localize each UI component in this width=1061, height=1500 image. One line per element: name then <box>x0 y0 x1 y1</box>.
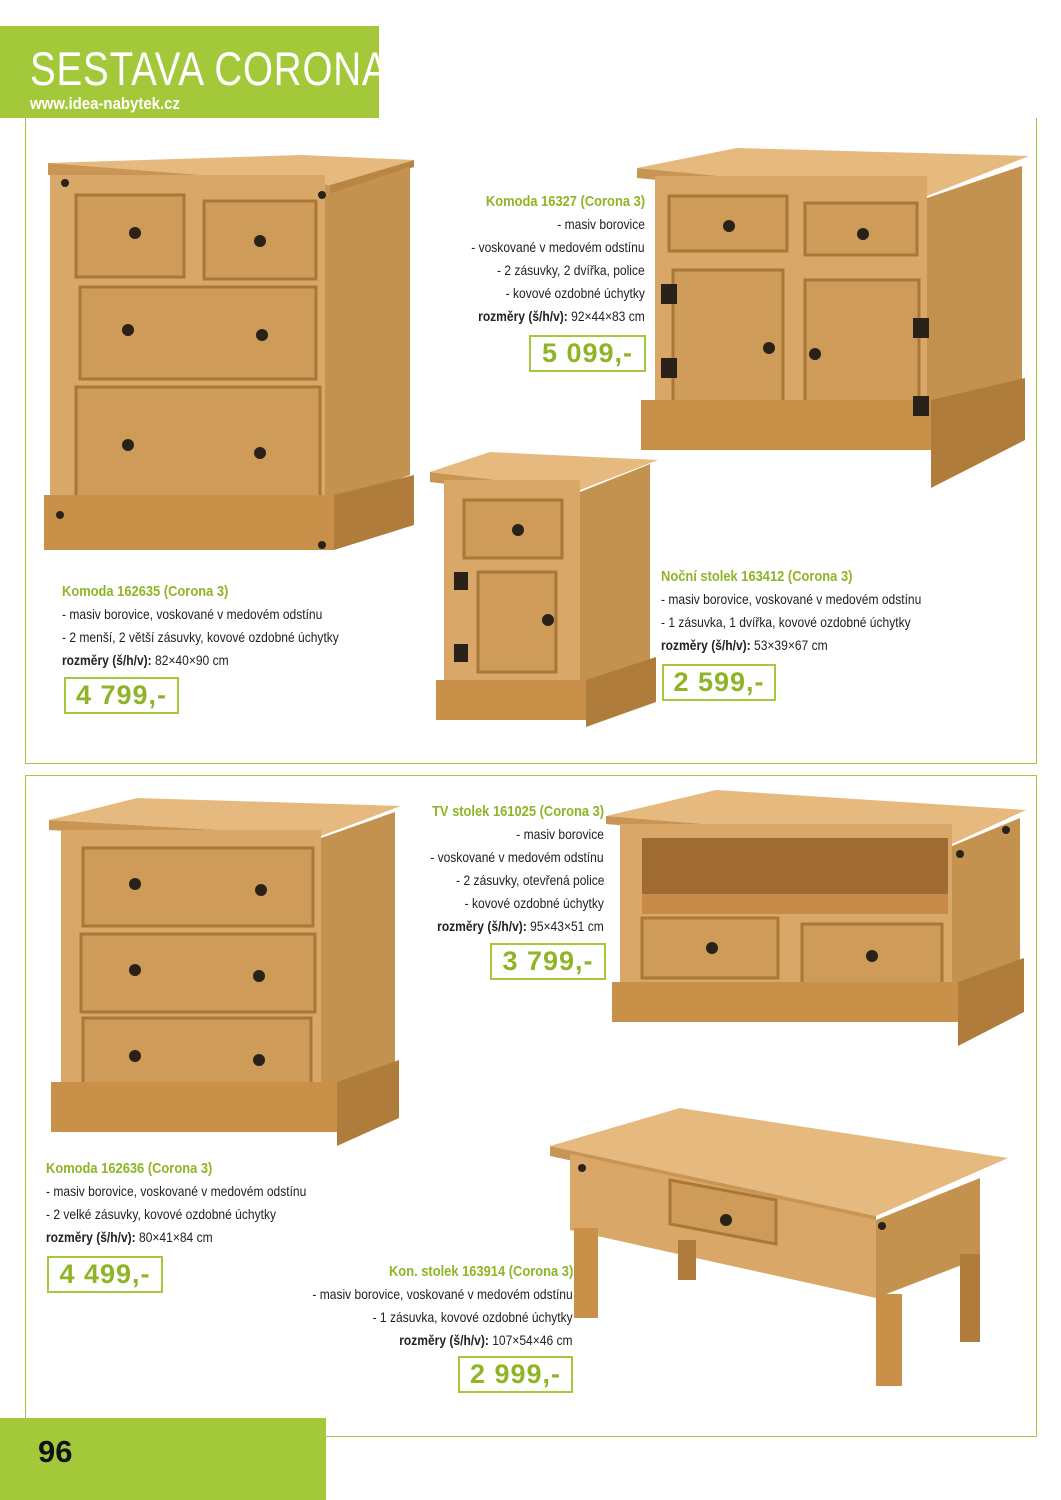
product-feature: - 2 zásuvky, otevřená police <box>455 872 604 888</box>
product-title: Noční stolek 163412 (Corona 3) <box>661 568 853 585</box>
product-info-komoda-162635 <box>62 580 384 672</box>
product-feature: - 2 menší, 2 větší zásuvky, kovové ozdobné úchytky <box>62 629 339 645</box>
website-url: www.idea-nabytek.cz <box>30 94 180 113</box>
product-feature: - masiv borovice, voskované v medovém odstínu <box>312 1286 573 1302</box>
price-tag: 2 999,- <box>458 1356 573 1393</box>
product-info-komoda-162636 <box>46 1157 349 1249</box>
tv-stand-image <box>606 790 1028 1050</box>
product-feature: - kovové ozdobné úchytky <box>505 285 645 301</box>
header-banner <box>0 26 389 118</box>
sideboard-image <box>637 148 1032 493</box>
product-feature: - masiv borovice, voskované v medovém odstínu <box>661 591 922 607</box>
product-feature: - 1 zásuvka, kovové ozdobné úchytky <box>372 1309 573 1325</box>
product-feature: - masiv borovice, voskované v medovém odstínu <box>46 1183 307 1199</box>
chest-4-drawer-image <box>40 155 418 550</box>
page-number: 96 <box>38 1434 73 1469</box>
product-feature: - 2 zásuvky, 2 dvířka, police <box>497 262 645 278</box>
price-tag: 5 099,- <box>529 335 646 372</box>
product-feature: - 2 velké zásuvky, kovové ozdobné úchytky <box>46 1206 276 1222</box>
product-feature: - 1 zásuvka, 1 dvířka, kovové ozdobné úchytky <box>661 614 911 630</box>
product-title: Komoda 162636 (Corona 3) <box>46 1160 213 1177</box>
product-title: Komoda 16327 (Corona 3) <box>485 193 645 210</box>
product-info-nocni-stolek-163412 <box>661 565 964 657</box>
product-feature: - masiv borovice <box>557 216 645 232</box>
product-dimensions: rozměry (š/h/v): 92×44×83 cm <box>478 308 645 324</box>
product-dimensions: rozměry (š/h/v): 80×41×84 cm <box>46 1229 213 1245</box>
price-tag: 3 799,- <box>490 943 606 980</box>
product-feature: - kovové ozdobné úchytky <box>464 895 604 911</box>
nightstand-image <box>430 452 662 734</box>
product-feature: - masiv borovice, voskované v medovém odstínu <box>62 606 323 622</box>
product-dimensions: rozměry (š/h/v): 53×39×67 cm <box>661 637 828 653</box>
price-tag: 4 499,- <box>47 1256 163 1293</box>
product-info-tv-stolek-161025 <box>402 800 604 938</box>
page-number-bar <box>0 1418 326 1500</box>
product-title: Komoda 162635 (Corona 3) <box>62 583 229 600</box>
product-dimensions: rozměry (š/h/v): 95×43×51 cm <box>437 918 604 934</box>
product-feature: - masiv borovice <box>516 826 604 842</box>
product-title: TV stolek 161025 (Corona 3) <box>431 803 604 820</box>
product-info-kon-stolek-163914 <box>270 1260 573 1352</box>
product-dimensions: rozměry (š/h/v): 82×40×90 cm <box>62 652 229 668</box>
chest-3-drawer-image <box>45 798 405 1150</box>
price-tag: 2 599,- <box>662 664 776 701</box>
product-title: Kon. stolek 163914 (Corona 3) <box>388 1263 573 1280</box>
product-dimensions: rozměry (š/h/v): 107×54×46 cm <box>399 1332 573 1348</box>
coffee-table-image <box>550 1108 1012 1388</box>
price-tag: 4 799,- <box>64 677 179 714</box>
product-feature: - voskované v medovém odstínu <box>430 849 604 865</box>
page-title: SESTAVA CORONA <box>30 42 389 95</box>
product-feature: - voskované v medovém odstínu <box>471 239 645 255</box>
product-info-komoda-16327 <box>443 190 645 328</box>
